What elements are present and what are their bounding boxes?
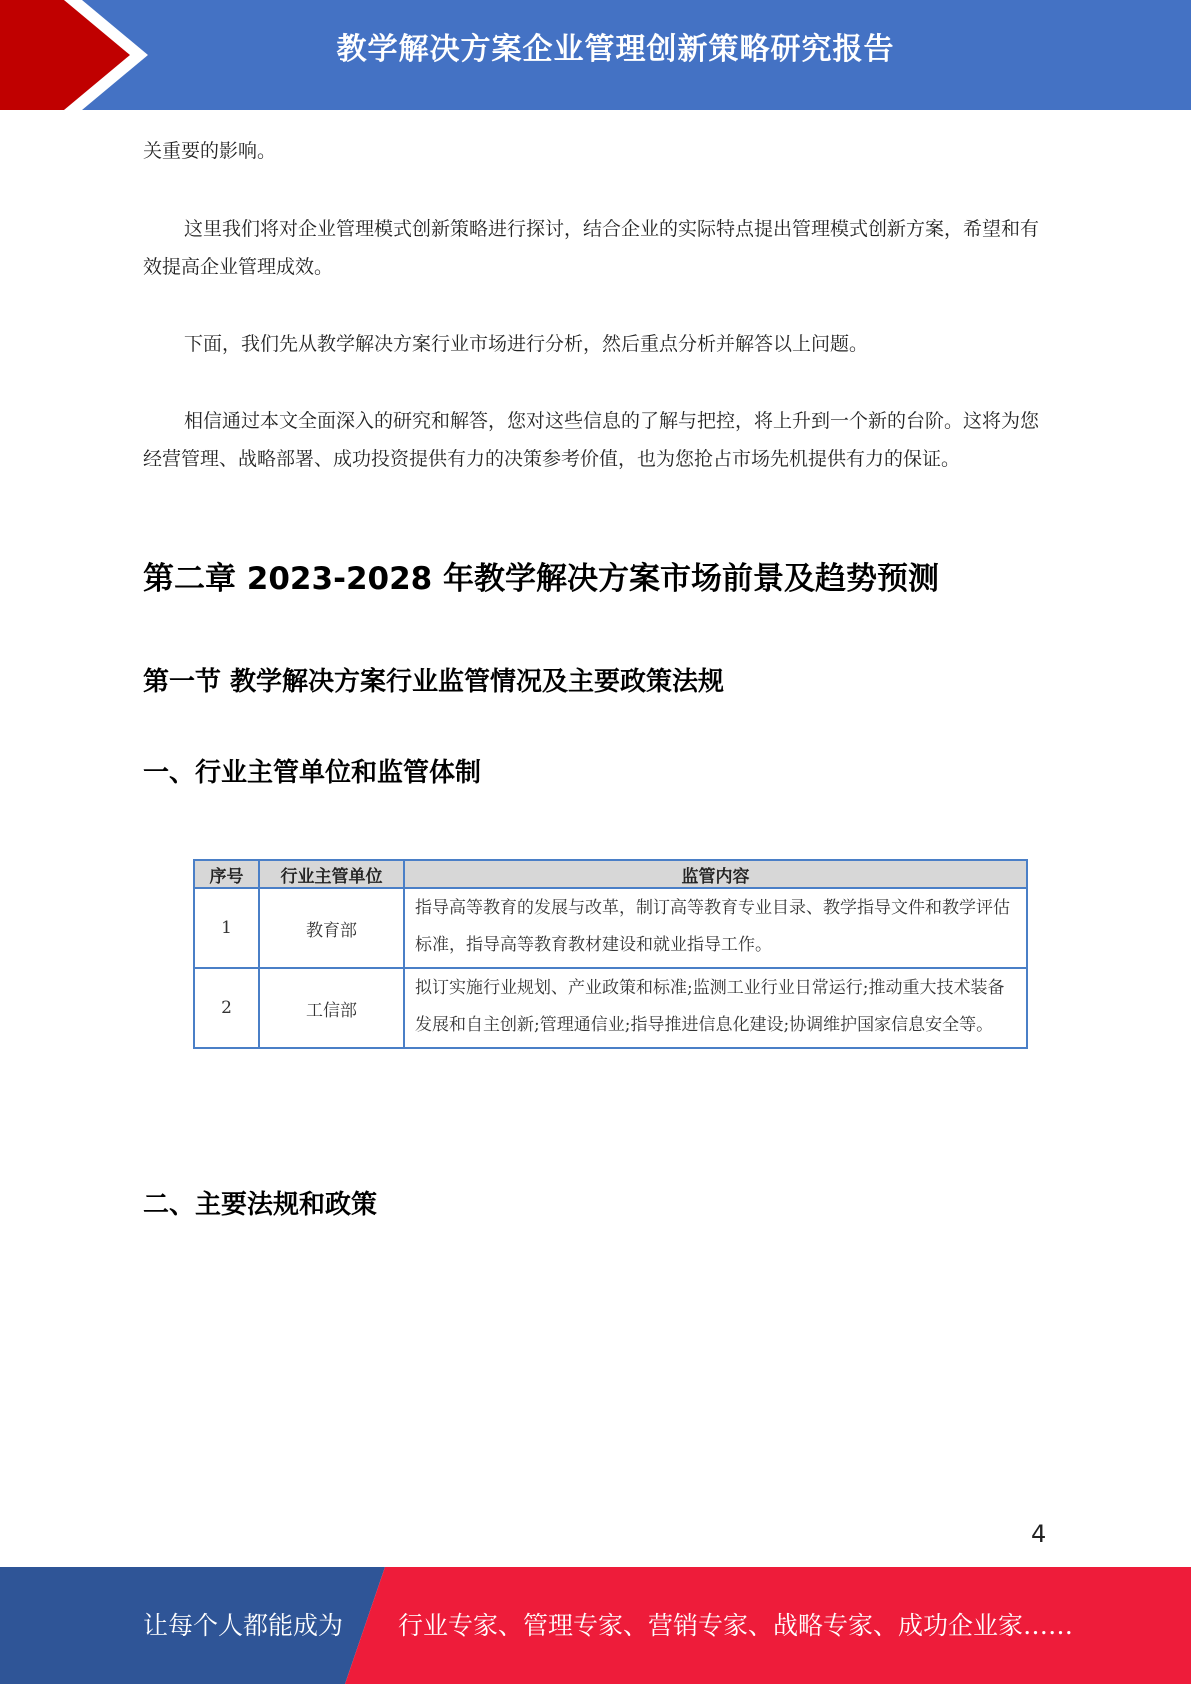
column-header: 监管内容 bbox=[404, 860, 1027, 888]
paragraph: 相信通过本文全面深入的研究和解答，您对这些信息的了解与把控，将上升到一个新的台阶。这将为您经营管理、战略部署、成功投资提供有力的决策参考价值，也为您抢占市场先机提供有力的保证。 bbox=[143, 410, 1040, 470]
chapter-heading: 第二章 2023-2028 年教学解决方案市场前景及趋势预测 bbox=[143, 561, 940, 597]
paragraph: 关重要的影响。 bbox=[143, 140, 277, 162]
table-cell-unit: 教育部 bbox=[259, 888, 404, 968]
footer-slogan-left: 让每个人都能成为 bbox=[143, 1611, 344, 1640]
page-number: 4 bbox=[1031, 1520, 1047, 1548]
table-header-row bbox=[194, 860, 1027, 888]
paragraph: 下面，我们先从教学解决方案行业市场进行分析，然后重点分析并解答以上问题。 bbox=[184, 333, 869, 355]
column-header: 行业主管单位 bbox=[259, 860, 404, 888]
regulatory-table bbox=[193, 859, 1028, 1049]
table-cell-unit: 工信部 bbox=[259, 968, 404, 1048]
subsection-heading: 二、主要法规和政策 bbox=[143, 1190, 378, 1220]
table-cell-content: 拟订实施行业规划、产业政策和标准;监测工业行业日常运行;推动重大技术装备发展和自主创新;管理通信业;指导推进信息化建设;协调维护国家信息安全等。 bbox=[404, 968, 1027, 1048]
page-header-band bbox=[0, 0, 1191, 110]
table-cell-no: 1 bbox=[194, 888, 259, 968]
section-heading: 第一节 教学解决方案行业监管情况及主要政策法规 bbox=[143, 667, 725, 697]
footer-slogan-right: 行业专家、管理专家、营销专家、战略专家、成功企业家…… bbox=[398, 1611, 1074, 1640]
table-cell-no: 2 bbox=[194, 968, 259, 1048]
table-cell-content: 指导高等教育的发展与改革，制订高等教育专业目录、教学指导文件和教学评估标准，指导高等教育教材建设和就业指导工作。 bbox=[404, 888, 1027, 968]
column-header: 序号 bbox=[194, 860, 259, 888]
paragraph: 这里我们将对企业管理模式创新策略进行探讨，结合企业的实际特点提出管理模式创新方案，希望和有效提高企业管理成效。 bbox=[143, 218, 1040, 278]
report-title: 教学解决方案企业管理创新策略研究报告 bbox=[336, 32, 895, 67]
subsection-heading: 一、行业主管单位和监管体制 bbox=[143, 758, 482, 788]
table-row bbox=[194, 968, 1027, 1048]
page-footer-band bbox=[0, 1567, 1191, 1684]
table-row bbox=[194, 888, 1027, 968]
